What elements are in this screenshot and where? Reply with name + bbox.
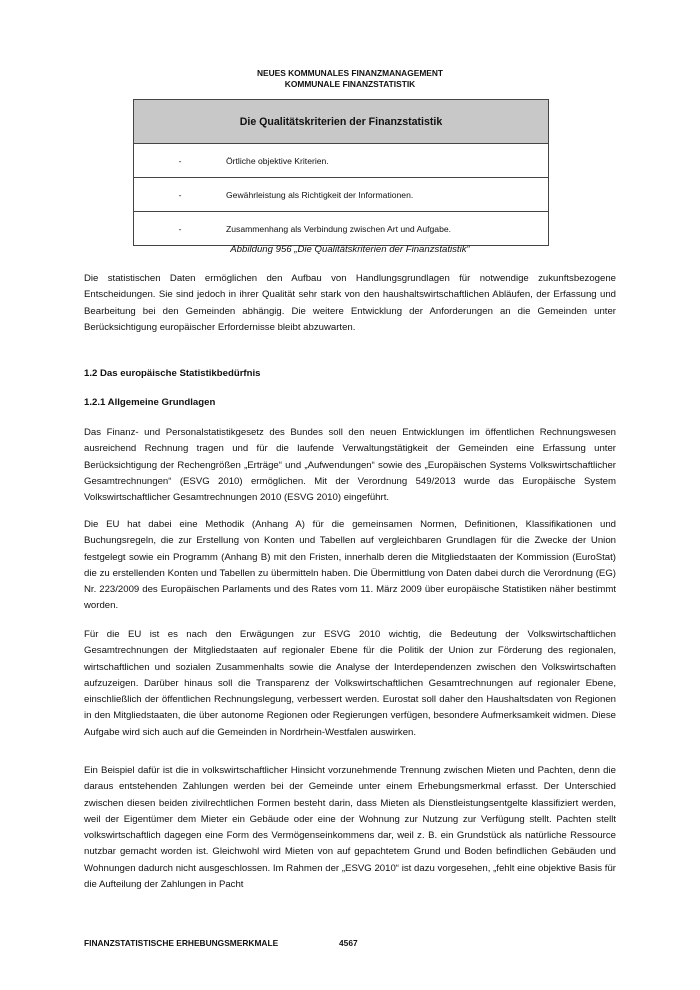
footer-title: FINANZSTATISTISCHE ERHEBUNGSMERKMALE bbox=[84, 938, 279, 948]
paragraph-3: Die EU hat dabei eine Methodik (Anhang A) für die gemeinsamen Normen, Definitionen, Klassifikationen und Buchungsregeln, die zur Erstellung von Konten und Tabellen auf vergleichbaren Grundlagen für die Zwecke der Union festgelegt sowie ein Programm (Anhang B) mit den Fristen, innerhalb deren die Mitgliedstaaten der Kommission (EuroStat) die zu erstellenden Konten und Tabellen zu übermitteln haben. Die Übermittlung von Daten dabei durch die Verordnung (EG) Nr. 223/2009 des Europäischen Parlaments und des Rates vom 11. März 2009 über europäische Statistiken näher bestimmt worden. bbox=[84, 519, 616, 612]
paragraph-4: Für die EU ist es nach den Erwägungen zur ESVG 2010 wichtig, die Bedeutung der Volkswirtschaftlichen Gesamtrechnungen der Mitgliedstaaten auf regionaler Ebene für die Politik der Union zur Förderung des regionalen, wirtschaftlichen und sozialen Zusammenhalts sowie die Analyse der Interdependenzen zwischen den Volkswirtschaften aufzuzeigen. Darüber hinaus soll die Transparenz der Volkswirtschaftlichen Gesamtrechnungen auf regionaler Ebene, einschließlich der öffentlichen Rechnungslegung, verbessert werden. Eurostat soll daher den Haushaltsdaten von Regionen in den Mitgliedstaaten, die über autonome Regionen oder Regierungen verfügen, besondere Aufmerksamkeit widmen. Diese Aufgabe wird sich auch auf die Gemeinden in Nordrhein-Westfalen auswirken. bbox=[84, 629, 616, 738]
paragraph-5: Ein Beispiel dafür ist die in volkswirtschaftlicher Hinsicht vorzunehmende Trennung zwischen Mieten und Pachten, denn die daraus entstehenden Zahlungen werden bei der Gemeinde unter einem Erhebungsmerkmal erfasst. Der Unterschied zwischen diesen beiden zivilrechtlichen Formen besteht darin, dass Mieten als Dienstleistungsentgelte klassifiziert werden, weil der Eigentümer dem Mieter ein Gebäude oder eine der Wohnung zur Nutzung zur Verfügung stellt. Pachten stellt volkswirtschaftlich dagegen eine Form des Vermögenseinkommens dar, weil z. B. ein Grundstück als natürliche Ressource nutzbar gemacht worden ist. Gleichwohl wird Mieten von auf gepachtetem Grund und Boden befindlichen Gebäuden und Wohnungen dadurch nicht ausgeschlossen. Im Rahmen der „ESVG 2010“ ist dazu vorgesehen, „fehlt eine objektive Basis für die Aufteilung der Zahlungen in Pacht bbox=[84, 765, 616, 891]
figure-row bbox=[134, 212, 548, 245]
page-number: 4567 bbox=[339, 938, 358, 948]
section-heading-1-2: 1.2 Das europäische Statistikbedürfnis bbox=[84, 368, 261, 379]
figure-row bbox=[134, 178, 548, 212]
row-bullet: - bbox=[178, 189, 182, 200]
row-bullet: - bbox=[178, 223, 182, 234]
paragraph-2: Das Finanz- und Personalstatistikgesetz des Bundes soll den neuen Entwicklungen im öffentlichen Rechnungswesen ausreichend Rechnung tragen und für die laufende Verwaltungstätigkeit der Gemeinden eine Erfassung unter Berücksichtigung der Rechengrößen „Erträge“ und „Aufwendungen“ sowie des „Europäischen Systems Volkswirtschaftlicher Gesamtrechnungen“ (ESVG 2010) ermöglichen. Mit der Verordnung 549/2013 wurde das Europäische System Volkswirtschaftlicher Gesamtrechnungen 2010 (ESVG 2010) eingeführt. bbox=[84, 427, 616, 504]
row-text: Gewährleistung als Richtigkeit der Informationen. bbox=[226, 189, 414, 200]
paragraph-1: Die statistischen Daten ermöglichen den Aufbau von Handlungsgrundlagen für notwendige zukunftsbezogene Entscheidungen. Sie sind jedoch in ihrer Qualität sehr stark von den haushaltswirtschaftlichen Abläufen, der Erfassung und Bearbeitung bei den Gemeinden abhängig. Die weitere Entwicklung der Anforderungen an die Gemeinden unter Berücksichtigung europäischer Erfordernisse bleibt abzuwarten. bbox=[84, 273, 616, 333]
row-text: Örtliche objektive Kriterien. bbox=[226, 155, 329, 166]
header-line-2: KOMMUNALE FINANZSTATISTIK bbox=[284, 78, 416, 89]
section-heading-1-2-1: 1.2.1 Allgemeine Grundlagen bbox=[84, 397, 216, 408]
figure-title: Die Qualitätskriterien der Finanzstatistik bbox=[134, 100, 548, 144]
row-bullet: - bbox=[178, 155, 182, 166]
header-line-1: NEUES KOMMUNALES FINANZMANAGEMENT bbox=[256, 68, 444, 78]
figure-row bbox=[134, 144, 548, 178]
quality-criteria-figure bbox=[133, 99, 549, 246]
figure-caption: Abbildung 956 „Die Qualitätskriterien der Finanzstatistik“ bbox=[230, 244, 470, 255]
row-text: Zusammenhang als Verbindung zwischen Art und Aufgabe. bbox=[226, 223, 452, 234]
page-header bbox=[0, 68, 700, 89]
